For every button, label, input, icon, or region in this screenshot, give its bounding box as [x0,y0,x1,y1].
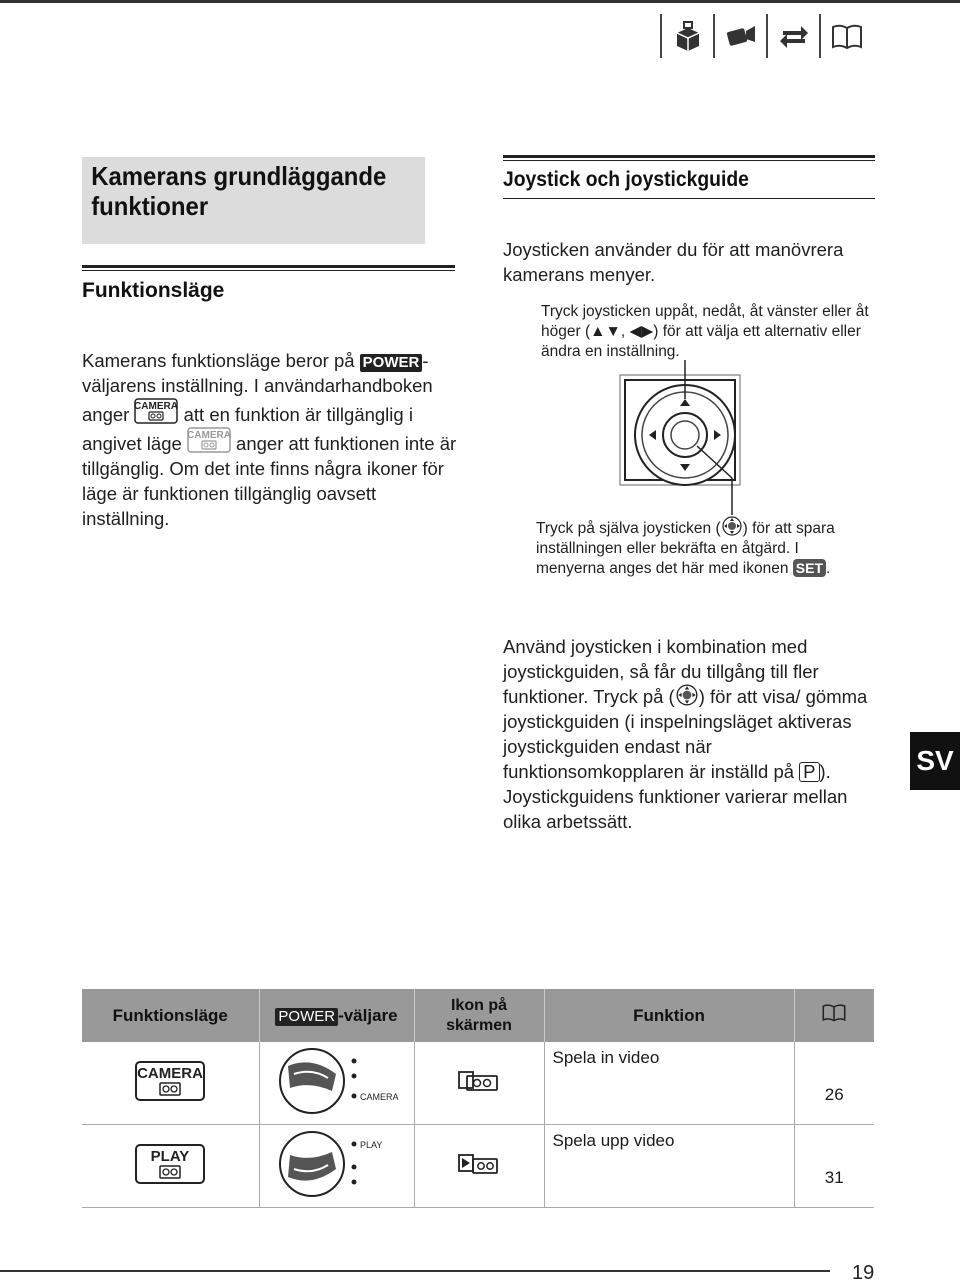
section-rule [503,155,875,161]
text: Tryck joysticken uppåt, nedåt, åt vänster eller åt höger ( [541,303,869,340]
header-screen-icon [414,989,544,1042]
camera-label: CAMERA [134,401,179,412]
camera-screen-icon [457,1069,501,1093]
section-rule [503,198,875,200]
camcorder-icon [713,14,766,58]
page-title: Kamerans grundläggande funktioner [82,157,425,244]
screen-icon-cell [414,1125,544,1208]
text: ) för att visa/ gömma joystickguiden (i inspelningsläget aktiveras joystickguiden endast när funktionsomkopplaren är inställd på [503,686,868,782]
joystick-intro: Joysticken använder du för att manövrera kamerans menyer. [503,239,844,285]
header-selector [259,989,414,1042]
page-ref: 31 [824,1168,844,1187]
text: Ikon på skärmen [446,996,512,1034]
mode-icon-cell [82,1125,259,1208]
text: -väljarens inställning. I användarhandboken anger [82,350,433,425]
footer-rule [0,1270,830,1272]
joystick-heading: Joystick och joystickguide [503,168,749,191]
function-cell [544,1042,794,1125]
language-tab: SV [910,732,960,790]
mode-label: CAMERA [137,1064,204,1082]
transfer-arrows-icon [766,14,819,58]
power-dial-play [272,1129,402,1199]
text: , [620,323,630,340]
text: -väljare [338,1005,398,1025]
header-mode: Funktionsläge [82,989,259,1042]
text: Joystickguidens funktioner varierar mellan olika arbetssätt. [503,786,848,832]
function-cell [544,1125,794,1208]
joystick-press-icon [721,516,743,536]
top-rule [0,0,960,3]
table-row [82,1042,874,1125]
text: ) för att välja ett alternativ eller ändra en inställning. [541,323,861,360]
section-rule [82,265,455,271]
section-icons [660,14,874,58]
page-number: 19 [852,1262,875,1284]
page-cell [794,1042,874,1125]
table-row [82,1125,874,1208]
joystick-guide-description [503,634,878,834]
power-label: POWER [275,1008,338,1026]
up-down-arrows-icon: ▲▼ [590,323,621,340]
function-mode-table [82,989,874,1208]
left-right-arrows-icon: ◀▶ [629,323,654,340]
mode-label: PLAY [150,1147,190,1165]
function-text: Spela in video [552,1048,660,1067]
book-icon [819,14,872,58]
text: Använd joysticken i kombination med joystickguiden, så får du tillgång till fler funktioner. Tryck på ( [503,636,819,707]
table-header-row [82,989,874,1042]
page-cell [794,1125,874,1208]
dial-cell [259,1125,414,1208]
camera-mode-icon [135,1061,205,1101]
callout-direction [541,302,871,362]
toolbox-icon [660,14,713,58]
book-icon [794,989,874,1042]
power-label: POWER [360,354,423,372]
mode-icon-cell [82,1042,259,1125]
text: Kamerans funktionsläge beror på [82,350,360,371]
text: ). [819,761,831,782]
camera-label: CAMERA [186,430,231,441]
set-icon: SET [793,559,826,577]
program-mode-icon: P [799,762,819,782]
text: anger att funktionen inte är tillgänglig. Om det inte finns några ikoner för läge är funktionen tillgänglig oavsett inställning. [82,433,457,529]
camera-mode-disabled-icon [187,427,231,453]
callout-press [536,516,836,579]
section-heading: Funktionsläge [82,279,225,302]
joystick-press-icon [675,684,699,706]
play-mode-icon [135,1144,205,1184]
dial-label: CAMERA [359,1091,399,1102]
dial-cell [259,1042,414,1125]
text: Tryck på själva joysticken ( [536,520,721,537]
function-text: Spela upp video [552,1131,675,1150]
mode-description [82,348,457,531]
screen-icon-cell [414,1042,544,1125]
dial-label: PLAY [359,1139,382,1150]
play-screen-icon [457,1152,501,1176]
text: ) för att spara inställningen eller bekräfta en åtgärd. I menyerna anges det här med ikonen [536,520,835,577]
power-dial-camera [272,1046,402,1116]
page-ref: 26 [824,1085,844,1104]
text: att en funktion är tillgänglig i angivet läge [82,404,413,454]
text: . [826,560,831,577]
joystick-diagram [600,360,760,520]
camera-mode-icon [134,398,178,424]
header-function: Funktion [544,989,794,1042]
